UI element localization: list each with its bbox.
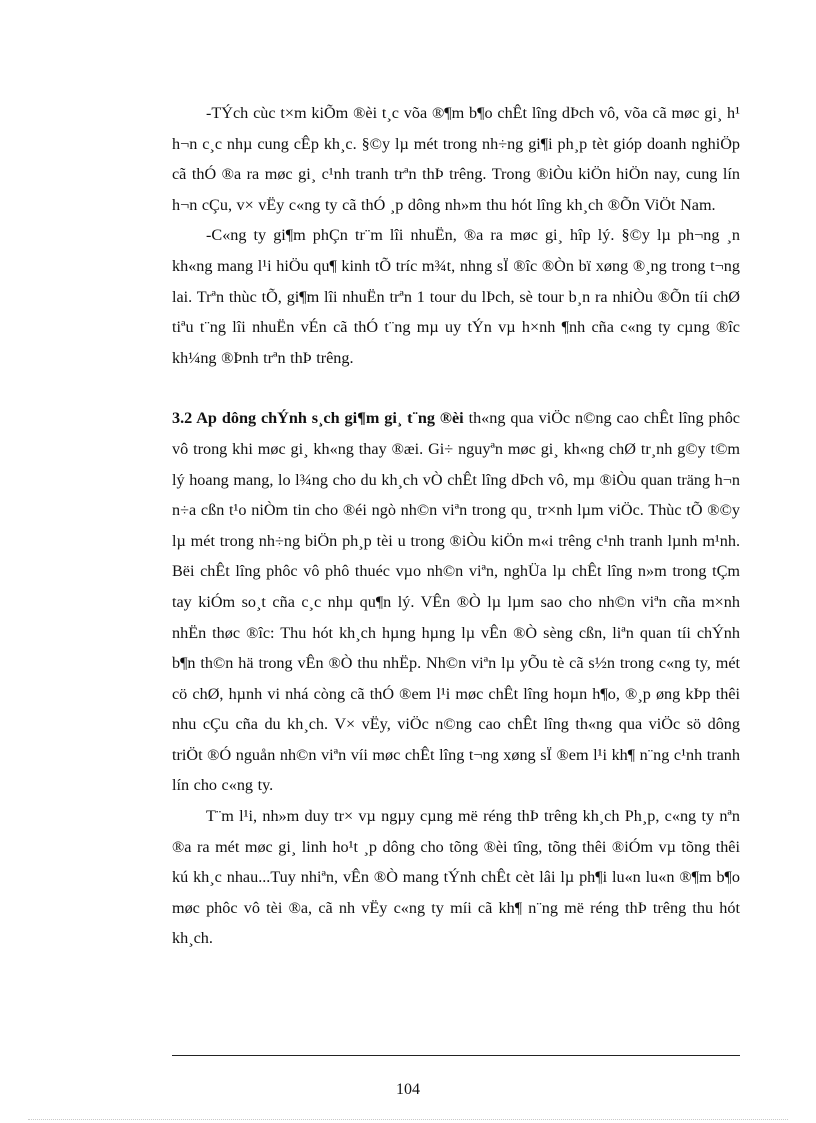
- section-spacer: [172, 373, 740, 403]
- section-heading: 3.2 Ap dông chÝnh s¸ch gi¶m gi¸ t¨ng ®èi: [172, 409, 464, 428]
- paragraph-2: -C«ng ty gi¶m phÇn tr¨m lîi nhuËn, ®a ra møc gi¸ hîp lý. §©y lµ ph¬ng ¸n kh«ng mang l¹i hiÖu qu¶ kinh tÕ tríc m¾t, nhng sÏ ®îc ®Òn bï xøng ®¸ng trong t¬ng lai. Trªn thùc tÕ, gi¶m lîi nhuËn trªn 1 tour du lÞch, sè tour b¸n ra nhiÒu ®Õn tíi chØ tiªu t¨ng lîi nhuËn vÉn cã thÓ t¨ng mµ uy tÝn vµ h×nh ¶nh cña c«ng ty cµng ®îc kh¼ng ®Þnh trªn thÞ trêng.: [172, 226, 740, 367]
- bottom-dotted-border: [28, 1119, 788, 1120]
- paragraph-1: -TÝch cùc t×m kiÕm ®èi t¸c võa ®¶m b¶o chÊt lîng dÞch vô, võa cã møc gi¸ h¹ h¬n c¸c nhµ cung cÊp kh¸c. §©y lµ mét trong nh÷ng gi¶i ph¸p tèt gióp doanh nghiÖp cã thÓ ®a ra møc gi¸ c¹nh tranh trªn thÞ trêng. Trong ®iÒu kiÖn hiÖn nay, cung lín h¬n cÇu, v× vËy c«ng ty cã thÓ ¸p dông nh»m thu hót lîng kh¸ch ®Õn ViÖt Nam.: [172, 104, 740, 214]
- section-paragraph: [172, 403, 740, 801]
- section-body: th«ng qua viÖc n©ng cao chÊt lîng phôc vô trong khi møc gi¸ kh«ng thay ®æi. Gi÷ nguyªn møc gi¸ kh«ng chØ tr¸nh g©y t©m lý hoang mang, lo l¾ng cho du kh¸ch vÒ chÊt lîng dÞch vô, mµ ®iÒu quan träng h¬n n÷a cßn t¹o niÒm tin cho ®éi ngò nh©n viªn trong qu¸ tr×nh lµm viÖc. Thùc tÕ ®©y lµ mét trong nh÷ng biÖn ph¸p tèi u trong ®iÒu kiÖn m«i trêng c¹nh tranh lµnh m¹nh. Bëi chÊt lîng phôc vô phô thuéc vµo nh©n viªn, nghÜa lµ chÊt lîng n»m trong tÇm tay kiÓm so¸t cña c¸c nhµ qu¶n lý. VÊn ®Ò lµ lµm sao cho nh©n viªn cña m×nh nhËn thøc ®îc: Thu hót kh¸ch hµng hµng lµ vÊn ®Ò sèng cßn, liªn quan tíi chÝnh b¶n th©n hä trong vÊn ®Ò thu nhËp. Nh©n viªn lµ yÕu tè cã s½n trong c«ng ty, mét cö chØ, hµnh vi nhá còng cã thÓ ®em l¹i møc chÊt lîng hoµn h¶o, ®¸p øng kÞp thêi nhu cÇu cña du kh¸ch. V× vËy, viÖc n©ng cao chÊt lîng th«ng qua viÖc sö dông triÖt ®Ó nguån nh©n viªn víi møc chÊt lîng t¬ng xøng sÏ ®em l¹i kh¶ n¨ng c¹nh tranh lín cho c«ng ty.: [172, 409, 740, 795]
- page-number: 104: [396, 1081, 420, 1098]
- footer-divider: [172, 1055, 740, 1056]
- closing-paragraph: T¨m l¹i, nh»m duy tr× vµ ngµy cµng më réng thÞ trêng kh¸ch Ph¸p, c«ng ty nªn ®a ra mét møc gi¸ linh ho¹t ¸p dông cho tõng ®èi tîng, tõng thêi ®iÓm vµ tõng thêi kú kh¸c nhau...Tuy nhiªn, vÊn ®Ò mang tÝnh chÊt cèt lâi lµ ph¶i lu«n lu«n ®¶m b¶o møc phôc vô tèi ®a, cã nh vËy c«ng ty míi cã kh¶ n¨ng më réng thÞ trêng thu hót kh¸ch.: [172, 807, 740, 948]
- document-body: [172, 98, 740, 954]
